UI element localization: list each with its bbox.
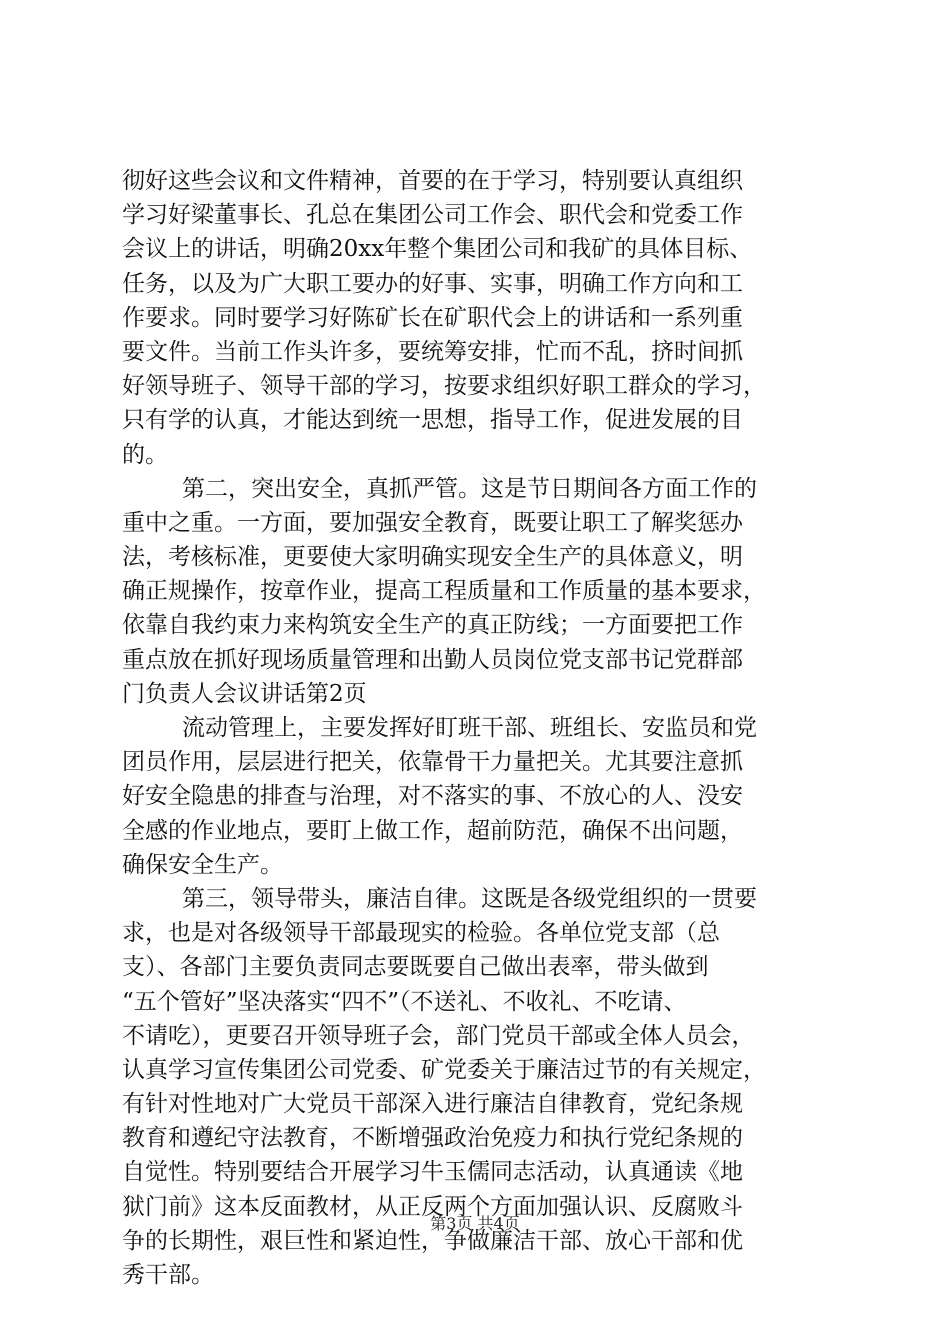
text-line: 教育和遵纪守法教育，不断增强政治免疫力和执行党纪条规的 (122, 1125, 743, 1152)
page-footer: 第3页 共4页 (430, 1214, 520, 1233)
text-line: 秀干部。 (122, 1262, 214, 1288)
text-line: 第二，突出安全，真抓严管。这是节日期间各方面工作的 (182, 475, 757, 502)
text-line: 有针对性地对广大党员干部深入进行廉洁自律教育，党纪条规 (122, 1091, 743, 1118)
text-line: 支）、各部门主要负责同志要既要自己做出表率，带头做到 (122, 954, 709, 981)
text-line: 团员作用，层层进行把关，依靠骨干力量把关。尤其要注意抓 (122, 749, 743, 776)
text-line: 会议上的讲话，明确20xx年整个集团公司和我矿的具体目标、 (122, 236, 753, 263)
text-line: 确正规操作，按章作业，提高工程质量和工作质量的基本要求， (122, 578, 766, 605)
text-line: 重点放在抓好现场质量管理和出勤人员岗位党支部书记党群部 (122, 646, 743, 673)
text-line: 要文件。当前工作头许多，要统筹安排，忙而不乱，挤时间抓 (122, 338, 743, 365)
paragraph (122, 472, 842, 711)
text-line: “五个管好”坚决落实“四不”（不送礼、不收礼、不吃请、 (122, 988, 687, 1015)
text-line: 重中之重。一方面，要加强安全教育，既要让职工了解奖惩办 (122, 509, 743, 536)
text-line: 法，考核标准，更要使大家明确实现安全生产的具体意义，明 (122, 544, 743, 571)
text-line: 学习好梁董事长、孔总在集团公司工作会、职代会和党委工作 (122, 202, 743, 229)
text-line: 狱门前》这本反面教材，从正反两个方面加强认识、反腐败斗 (122, 1193, 743, 1220)
paragraph (122, 711, 842, 882)
text-line: 门负责人会议讲话第2页 (122, 680, 367, 707)
text-line: 争的长期性，艰巨性和紧迫性，争做廉洁干部、放心干部和优 (122, 1227, 743, 1254)
text-line: 只有学的认真，才能达到统一思想，指导工作，促进发展的目 (122, 407, 743, 434)
text-line: 作要求。同时要学习好陈矿长在矿职代会上的讲话和一系列重 (122, 304, 743, 331)
text-line: 自觉性。特别要结合开展学习牛玉儒同志活动，认真通读《地 (122, 1159, 743, 1186)
text-line: 第三，领导带头，廉洁自律。这既是各级党组织的一贯要 (182, 885, 757, 912)
text-line: 好领导班子、领导干部的学习，按要求组织好职工群众的学习， (122, 373, 766, 400)
text-line: 任务，以及为广大职工要办的好事、实事，明确工作方向和工 (122, 270, 743, 297)
document-body (122, 164, 842, 1292)
text-line: 流动管理上，主要发挥好盯班干部、班组长、安监员和党 (182, 715, 757, 741)
text-line: 的。 (122, 441, 168, 468)
text-line: 全感的作业地点，要盯上做工作，超前防范，确保不出问题， (122, 817, 743, 844)
text-line: 求，也是对各级领导干部最现实的检验。各单位党支部（总 (122, 920, 720, 947)
text-line: 确保安全生产。 (122, 851, 283, 878)
text-line: 彻好这些会议和文件精神，首要的在于学习，特别要认真组织 (122, 168, 743, 194)
text-line: 认真学习宣传集团公司党委、矿党委关于廉洁过节的有关规定， (122, 1056, 766, 1083)
paragraph (122, 164, 842, 472)
text-line: 不请吃），更要召开领导班子会，部门党员干部或全体人员会， (122, 1022, 755, 1049)
text-line: 依靠自我约束力来构筑安全生产的真正防线；一方面要把工作 (122, 612, 743, 639)
text-line: 好安全隐患的排查与治理，对不落实的事、不放心的人、没安 (122, 783, 743, 810)
